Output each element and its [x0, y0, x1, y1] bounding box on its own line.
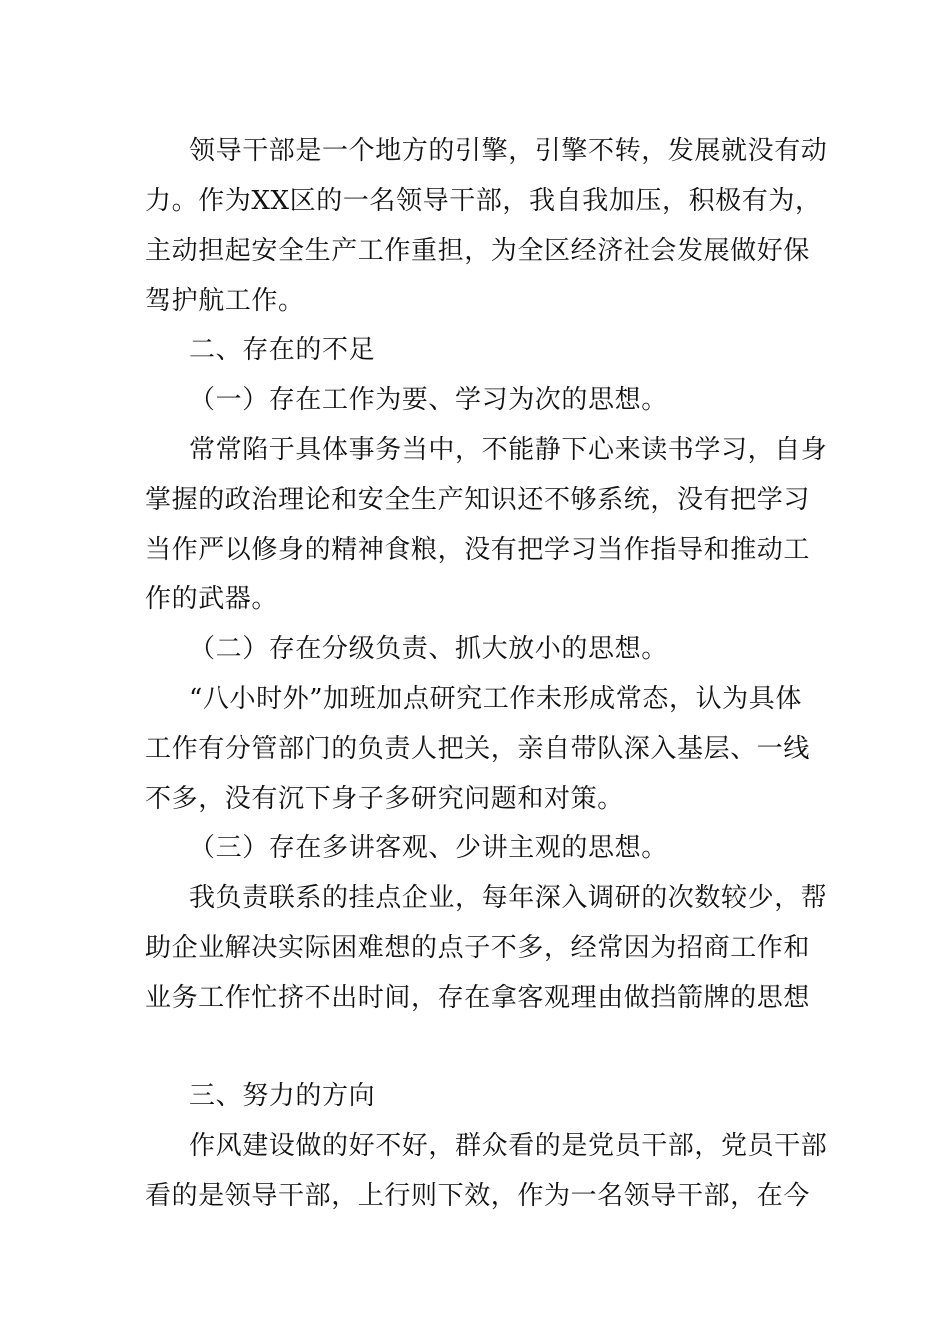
- text-line: 作的武器。: [145, 584, 279, 614]
- text-line: 主动担起安全生产工作重担，为全区经济社会发展做好保: [145, 236, 811, 266]
- text-line: 不多，没有沉下身子多研究问题和对策。: [145, 784, 624, 814]
- text-line: 掌握的政治理论和安全生产知识还不够系统，没有把学习: [145, 485, 811, 515]
- section-heading: 二、存在的不足: [189, 335, 376, 365]
- section-heading: 三、努力的方向: [189, 1081, 376, 1111]
- text-line: 领导干部是一个地方的引擎，引擎不转，发展就没有动: [189, 136, 828, 166]
- text-line: 当作严以修身的精神食粮，没有把学习当作指导和推动工: [145, 535, 811, 565]
- text-line: 作风建设做的好不好，群众看的是党员干部，党员干部: [189, 1131, 828, 1161]
- text-line: 业务工作忙挤不出时间，存在拿客观理由做挡箭牌的思想: [145, 983, 811, 1013]
- subsection-heading: （二）存在分级负责、抓大放小的思想。: [189, 634, 668, 664]
- text-line: 力。作为XX区的一名领导干部，我自我加压，积极有为，: [145, 186, 822, 216]
- subsection-heading: （一）存在工作为要、学习为次的思想。: [189, 385, 668, 415]
- text-line: 常常陷于具体事务当中，不能静下心来读书学习，自身: [189, 435, 828, 465]
- subsection-heading: （三）存在多讲客观、少讲主观的思想。: [189, 833, 668, 863]
- text-line: 工作有分管部门的负责人把关，亲自带队深入基层、一线: [145, 734, 811, 764]
- text-line: 驾护航工作。: [145, 286, 305, 316]
- text-line: 助企业解决实际困难想的点子不多，经常因为招商工作和: [145, 933, 811, 963]
- text-line: 我负责联系的挂点企业，每年深入调研的次数较少，帮: [189, 883, 828, 913]
- text-line: 看的是领导干部，上行则下效，作为一名领导干部，在今: [145, 1181, 811, 1211]
- text-line: “八小时外”加班加点研究工作未形成常态，认为具体: [189, 684, 802, 714]
